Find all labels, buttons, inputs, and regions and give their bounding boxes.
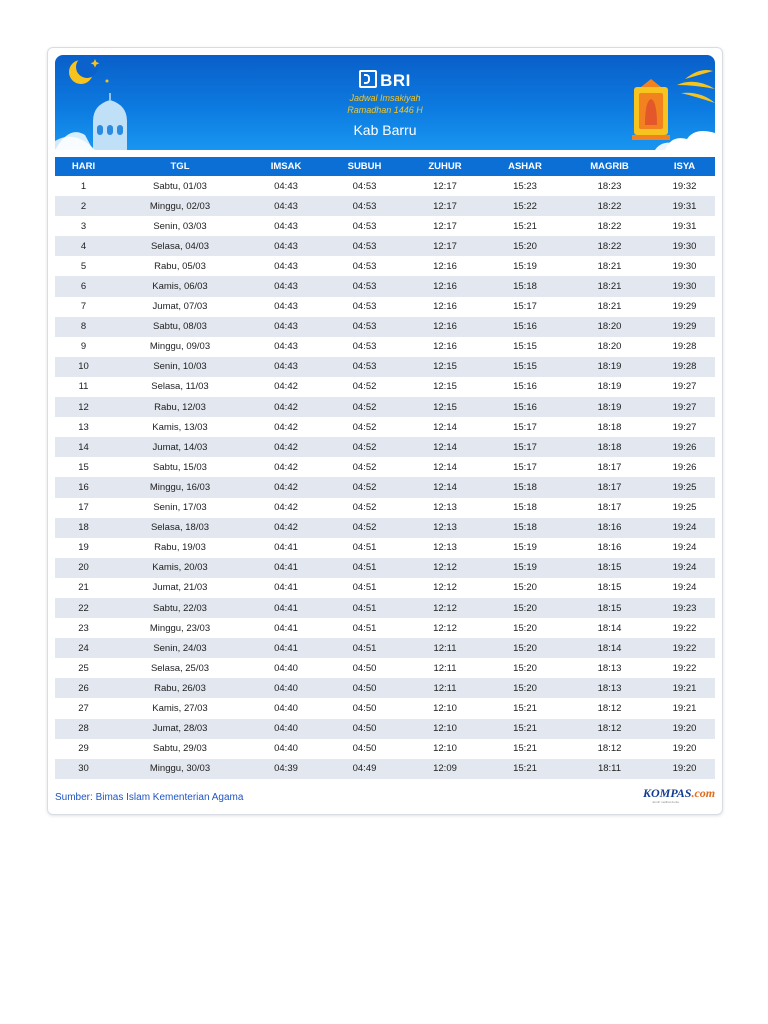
cell-isya: 19:21 bbox=[672, 682, 697, 694]
table-row bbox=[55, 216, 715, 236]
cell-zuhur: 12:10 bbox=[433, 702, 457, 714]
cell-hari: 5 bbox=[80, 260, 87, 272]
cell-zuhur: 12:15 bbox=[433, 381, 457, 393]
cell-isya: 19:29 bbox=[672, 301, 697, 313]
cell-hari: 13 bbox=[78, 421, 89, 433]
cell-hari: 11 bbox=[78, 381, 89, 393]
cell-zuhur: 12:11 bbox=[433, 682, 457, 694]
cell-imsak: 04:42 bbox=[274, 421, 298, 433]
cell-hari: 27 bbox=[78, 702, 89, 714]
cell-ashar: 15:17 bbox=[513, 421, 537, 433]
cell-ashar: 15:19 bbox=[513, 260, 537, 272]
cell-imsak: 04:41 bbox=[274, 622, 298, 634]
cell-magrib: 18:17 bbox=[597, 481, 622, 493]
cell-isya: 19:20 bbox=[672, 743, 697, 755]
cell-isya: 19:30 bbox=[672, 260, 697, 272]
header-tgl: TGL bbox=[112, 157, 248, 176]
table-row bbox=[55, 558, 715, 578]
cell-tgl: Minggu, 16/03 bbox=[149, 481, 211, 493]
region-title: Kab Barru bbox=[353, 122, 417, 138]
table-row bbox=[55, 638, 715, 658]
cell-isya: 19:30 bbox=[672, 240, 697, 252]
cell-subuh: 04:52 bbox=[352, 461, 377, 473]
cell-isya: 19:31 bbox=[672, 220, 697, 232]
brand-suffix: .com bbox=[691, 786, 716, 800]
cell-zuhur: 12:11 bbox=[433, 642, 457, 654]
header-zuhur: ZUHUR bbox=[405, 157, 485, 176]
cell-isya: 19:20 bbox=[672, 723, 697, 735]
cell-tgl: Selasa, 25/03 bbox=[150, 662, 210, 674]
prayer-schedule-table bbox=[55, 157, 715, 779]
cell-isya: 19:22 bbox=[672, 662, 697, 674]
cell-imsak: 04:40 bbox=[274, 702, 298, 714]
table-row bbox=[55, 176, 715, 196]
cell-isya: 19:22 bbox=[672, 642, 697, 654]
table-row bbox=[55, 377, 715, 397]
cell-ashar: 15:17 bbox=[513, 441, 537, 453]
cell-zuhur: 12:12 bbox=[433, 562, 457, 574]
cell-ashar: 15:20 bbox=[513, 642, 537, 654]
cell-hari: 8 bbox=[80, 321, 87, 333]
subtitle-line-1: Jadwal Imsakiyah bbox=[349, 93, 421, 103]
cell-imsak: 04:40 bbox=[274, 743, 298, 755]
cell-hari: 21 bbox=[78, 582, 89, 594]
table-row bbox=[55, 598, 715, 618]
cell-magrib: 18:13 bbox=[597, 682, 622, 694]
cell-isya: 19:32 bbox=[672, 180, 697, 192]
cell-ashar: 15:21 bbox=[513, 743, 537, 755]
cell-tgl: Rabu, 19/03 bbox=[154, 542, 206, 554]
cell-ashar: 15:18 bbox=[513, 522, 537, 534]
table-row bbox=[55, 719, 715, 739]
cell-zuhur: 12:14 bbox=[433, 441, 457, 453]
cell-zuhur: 12:11 bbox=[433, 662, 457, 674]
cell-ashar: 15:18 bbox=[513, 502, 537, 514]
cell-magrib: 18:22 bbox=[597, 220, 622, 232]
cell-magrib: 18:20 bbox=[597, 321, 622, 333]
cell-hari: 26 bbox=[78, 682, 89, 694]
cell-subuh: 04:53 bbox=[352, 240, 377, 252]
cell-magrib: 18:17 bbox=[597, 502, 622, 514]
cell-imsak: 04:43 bbox=[274, 341, 298, 353]
cell-hari: 29 bbox=[78, 743, 89, 755]
cell-ashar: 15:20 bbox=[513, 622, 537, 634]
cell-tgl: Kamis, 13/03 bbox=[152, 421, 208, 433]
cell-ashar: 15:18 bbox=[513, 281, 537, 293]
cell-zuhur: 12:17 bbox=[433, 220, 457, 232]
cell-hari: 30 bbox=[78, 763, 89, 775]
cell-zuhur: 12:17 bbox=[433, 240, 457, 252]
cell-tgl: Rabu, 12/03 bbox=[154, 401, 206, 413]
cell-isya: 19:26 bbox=[672, 441, 697, 453]
cell-ashar: 15:15 bbox=[513, 361, 537, 373]
table-row bbox=[55, 518, 715, 538]
header-subuh: SUBUH bbox=[324, 157, 405, 176]
cell-isya: 19:24 bbox=[672, 562, 697, 574]
cell-subuh: 04:53 bbox=[352, 220, 377, 232]
cell-magrib: 18:12 bbox=[597, 743, 622, 755]
cell-isya: 19:24 bbox=[672, 582, 697, 594]
cell-tgl: Jumat, 14/03 bbox=[152, 441, 208, 453]
cell-subuh: 04:52 bbox=[352, 381, 377, 393]
cell-magrib: 18:16 bbox=[597, 522, 622, 534]
cell-isya: 19:26 bbox=[672, 461, 697, 473]
cell-imsak: 04:42 bbox=[274, 441, 298, 453]
cell-zuhur: 12:16 bbox=[433, 281, 457, 293]
cell-ashar: 15:20 bbox=[513, 602, 537, 614]
cell-imsak: 04:43 bbox=[274, 301, 298, 313]
cell-tgl: Minggu, 30/03 bbox=[149, 763, 211, 775]
cell-zuhur: 12:15 bbox=[433, 401, 457, 413]
cell-tgl: Senin, 24/03 bbox=[153, 642, 207, 654]
cell-magrib: 18:21 bbox=[597, 260, 622, 272]
cell-hari: 1 bbox=[80, 180, 87, 192]
cell-subuh: 04:51 bbox=[352, 622, 377, 634]
cell-subuh: 04:52 bbox=[352, 522, 377, 534]
cell-magrib: 18:22 bbox=[597, 200, 622, 212]
table-row bbox=[55, 698, 715, 718]
cell-tgl: Rabu, 26/03 bbox=[154, 682, 206, 694]
cell-ashar: 15:21 bbox=[513, 763, 537, 775]
cell-hari: 17 bbox=[78, 502, 89, 514]
cell-subuh: 04:52 bbox=[352, 441, 377, 453]
cell-subuh: 04:52 bbox=[352, 421, 377, 433]
cell-magrib: 18:19 bbox=[597, 361, 622, 373]
cell-zuhur: 12:14 bbox=[433, 481, 457, 493]
table-row bbox=[55, 759, 715, 779]
cell-imsak: 04:43 bbox=[274, 180, 298, 192]
cell-tgl: Jumat, 28/03 bbox=[152, 723, 208, 735]
cell-imsak: 04:41 bbox=[274, 642, 298, 654]
cell-ashar: 15:15 bbox=[513, 341, 537, 353]
table-row bbox=[55, 658, 715, 678]
table-body bbox=[55, 176, 715, 779]
cell-isya: 19:22 bbox=[672, 622, 697, 634]
cell-imsak: 04:43 bbox=[274, 260, 298, 272]
cell-magrib: 18:23 bbox=[597, 180, 622, 192]
cell-ashar: 15:17 bbox=[513, 461, 537, 473]
table-row bbox=[55, 437, 715, 457]
cell-subuh: 04:51 bbox=[352, 602, 377, 614]
cell-tgl: Sabtu, 01/03 bbox=[153, 180, 207, 192]
cell-imsak: 04:41 bbox=[274, 542, 298, 554]
cell-ashar: 15:16 bbox=[513, 321, 537, 333]
cell-tgl: Selasa, 11/03 bbox=[151, 381, 209, 393]
table-row bbox=[55, 357, 715, 377]
cell-magrib: 18:15 bbox=[597, 582, 622, 594]
cell-zuhur: 12:09 bbox=[433, 763, 457, 775]
cell-isya: 19:27 bbox=[672, 401, 697, 413]
table-row bbox=[55, 578, 715, 598]
cell-isya: 19:30 bbox=[672, 281, 697, 293]
table-row bbox=[55, 417, 715, 437]
table-row bbox=[55, 337, 715, 357]
table-row bbox=[55, 618, 715, 638]
bri-logo bbox=[55, 70, 715, 91]
cell-isya: 19:21 bbox=[672, 702, 697, 714]
cell-imsak: 04:43 bbox=[274, 240, 298, 252]
cell-tgl: Kamis, 06/03 bbox=[152, 281, 208, 293]
cell-ashar: 15:20 bbox=[513, 662, 537, 674]
cell-imsak: 04:42 bbox=[274, 461, 298, 473]
cell-magrib: 18:14 bbox=[597, 622, 622, 634]
cell-subuh: 04:51 bbox=[352, 642, 377, 654]
cell-hari: 4 bbox=[80, 240, 87, 252]
cell-subuh: 04:51 bbox=[352, 582, 377, 594]
table-row bbox=[55, 457, 715, 477]
cell-subuh: 04:50 bbox=[352, 723, 377, 735]
cell-isya: 19:23 bbox=[672, 602, 697, 614]
cell-tgl: Minggu, 02/03 bbox=[149, 200, 211, 212]
cell-magrib: 18:20 bbox=[597, 341, 622, 353]
cell-tgl: Sabtu, 22/03 bbox=[153, 602, 207, 614]
cell-ashar: 15:23 bbox=[513, 180, 537, 192]
cell-subuh: 04:50 bbox=[352, 702, 377, 714]
cell-magrib: 18:15 bbox=[597, 602, 622, 614]
cell-ashar: 15:19 bbox=[513, 562, 537, 574]
cell-subuh: 04:53 bbox=[352, 260, 377, 272]
cell-subuh: 04:51 bbox=[352, 562, 377, 574]
cell-ashar: 15:19 bbox=[513, 542, 537, 554]
cell-isya: 19:31 bbox=[672, 200, 697, 212]
cell-isya: 19:25 bbox=[672, 481, 697, 493]
cell-imsak: 04:43 bbox=[274, 361, 298, 373]
cell-imsak: 04:42 bbox=[274, 522, 298, 534]
cell-hari: 3 bbox=[80, 220, 87, 232]
cell-ashar: 15:16 bbox=[513, 381, 537, 393]
cell-tgl: Jumat, 21/03 bbox=[152, 582, 208, 594]
cell-ashar: 15:18 bbox=[513, 481, 537, 493]
cell-magrib: 18:18 bbox=[597, 441, 622, 453]
cell-hari: 14 bbox=[78, 441, 89, 453]
cell-tgl: Senin, 17/03 bbox=[153, 502, 207, 514]
cell-subuh: 04:53 bbox=[352, 281, 377, 293]
cell-magrib: 18:12 bbox=[597, 702, 622, 714]
cell-ashar: 15:16 bbox=[513, 401, 537, 413]
cell-hari: 24 bbox=[78, 642, 89, 654]
cell-isya: 19:27 bbox=[672, 421, 697, 433]
header-imsak: IMSAK bbox=[248, 157, 324, 176]
cell-subuh: 04:52 bbox=[352, 502, 377, 514]
cell-tgl: Selasa, 18/03 bbox=[150, 522, 210, 534]
header-ashar: ASHAR bbox=[485, 157, 565, 176]
cell-imsak: 04:43 bbox=[274, 200, 298, 212]
table-row bbox=[55, 498, 715, 518]
cell-zuhur: 12:17 bbox=[433, 180, 457, 192]
cell-hari: 28 bbox=[78, 723, 89, 735]
cell-subuh: 04:53 bbox=[352, 180, 377, 192]
cell-tgl: Kamis, 20/03 bbox=[152, 562, 208, 574]
cell-tgl: Rabu, 05/03 bbox=[154, 260, 206, 272]
cell-subuh: 04:52 bbox=[352, 481, 377, 493]
cell-zuhur: 12:16 bbox=[433, 321, 457, 333]
cell-subuh: 04:53 bbox=[352, 200, 377, 212]
cell-magrib: 18:13 bbox=[597, 662, 622, 674]
cell-subuh: 04:50 bbox=[352, 662, 377, 674]
cell-imsak: 04:40 bbox=[274, 682, 298, 694]
cell-hari: 7 bbox=[80, 301, 87, 313]
cell-subuh: 04:50 bbox=[352, 682, 377, 694]
table-row bbox=[55, 196, 715, 216]
cell-hari: 6 bbox=[80, 281, 87, 293]
cell-zuhur: 12:16 bbox=[433, 301, 457, 313]
cell-isya: 19:24 bbox=[672, 542, 697, 554]
cell-ashar: 15:20 bbox=[513, 582, 537, 594]
cell-hari: 25 bbox=[78, 662, 89, 674]
header-isya: ISYA bbox=[654, 157, 715, 176]
kompas-logo bbox=[643, 786, 715, 801]
cell-zuhur: 12:15 bbox=[433, 361, 457, 373]
cell-hari: 12 bbox=[78, 401, 89, 413]
cell-zuhur: 12:17 bbox=[433, 200, 457, 212]
cell-subuh: 04:53 bbox=[352, 361, 377, 373]
cell-isya: 19:29 bbox=[672, 321, 697, 333]
cell-magrib: 18:16 bbox=[597, 542, 622, 554]
cell-imsak: 04:40 bbox=[274, 662, 298, 674]
cell-magrib: 18:19 bbox=[597, 381, 622, 393]
cell-tgl: Kamis, 27/03 bbox=[152, 702, 208, 714]
cell-hari: 22 bbox=[78, 602, 89, 614]
cell-tgl: Jumat, 07/03 bbox=[152, 301, 208, 313]
cell-imsak: 04:42 bbox=[274, 502, 298, 514]
bri-logo-icon bbox=[359, 70, 377, 88]
cell-magrib: 18:17 bbox=[597, 461, 622, 473]
cell-ashar: 15:21 bbox=[513, 220, 537, 232]
cell-hari: 19 bbox=[78, 542, 89, 554]
cell-tgl: Minggu, 09/03 bbox=[149, 341, 211, 353]
cell-isya: 19:24 bbox=[672, 522, 697, 534]
cell-magrib: 18:21 bbox=[597, 281, 622, 293]
cell-imsak: 04:40 bbox=[274, 723, 298, 735]
cell-zuhur: 12:10 bbox=[433, 723, 457, 735]
brand-name: KOMPAS bbox=[643, 786, 692, 800]
cell-magrib: 18:19 bbox=[597, 401, 622, 413]
cell-ashar: 15:20 bbox=[513, 682, 537, 694]
cell-ashar: 15:21 bbox=[513, 702, 537, 714]
table-row bbox=[55, 678, 715, 698]
cell-imsak: 04:41 bbox=[274, 582, 298, 594]
cell-hari: 10 bbox=[78, 361, 89, 373]
cell-zuhur: 12:12 bbox=[433, 622, 457, 634]
cell-hari: 15 bbox=[78, 461, 89, 473]
cell-ashar: 15:20 bbox=[513, 240, 537, 252]
cell-subuh: 04:53 bbox=[352, 341, 377, 353]
cell-isya: 19:20 bbox=[672, 763, 697, 775]
cell-imsak: 04:43 bbox=[274, 220, 298, 232]
cell-imsak: 04:43 bbox=[274, 281, 298, 293]
cell-zuhur: 12:13 bbox=[433, 542, 457, 554]
cell-imsak: 04:42 bbox=[274, 381, 298, 393]
header-hari: HARI bbox=[55, 157, 112, 176]
cell-imsak: 04:42 bbox=[274, 481, 298, 493]
cell-tgl: Sabtu, 29/03 bbox=[153, 743, 207, 755]
cell-imsak: 04:39 bbox=[274, 763, 298, 775]
cell-hari: 23 bbox=[78, 622, 89, 634]
header-banner bbox=[55, 55, 715, 150]
cell-tgl: Senin, 03/03 bbox=[153, 220, 207, 232]
table-row bbox=[55, 397, 715, 417]
cell-tgl: Minggu, 23/03 bbox=[149, 622, 211, 634]
table-row bbox=[55, 236, 715, 256]
table-row bbox=[55, 477, 715, 497]
cell-imsak: 04:43 bbox=[274, 321, 298, 333]
cell-zuhur: 12:12 bbox=[433, 582, 457, 594]
cell-imsak: 04:41 bbox=[274, 562, 298, 574]
cell-tgl: Senin, 10/03 bbox=[153, 361, 207, 373]
logo-text: BRI bbox=[380, 71, 411, 90]
cell-isya: 19:28 bbox=[672, 361, 697, 373]
table-row bbox=[55, 739, 715, 759]
cell-isya: 19:25 bbox=[672, 502, 697, 514]
cell-magrib: 18:15 bbox=[597, 562, 622, 574]
brand-tagline: Jernih melihat dunia bbox=[652, 800, 679, 804]
cell-subuh: 04:51 bbox=[352, 542, 377, 554]
cell-zuhur: 12:10 bbox=[433, 743, 457, 755]
cell-ashar: 15:21 bbox=[513, 723, 537, 735]
table-row bbox=[55, 297, 715, 317]
cell-magrib: 18:11 bbox=[597, 763, 622, 775]
cell-tgl: Selasa, 04/03 bbox=[150, 240, 210, 252]
cell-zuhur: 12:14 bbox=[433, 461, 457, 473]
table-row bbox=[55, 317, 715, 337]
cell-magrib: 18:22 bbox=[597, 240, 622, 252]
header-magrib: MAGRIB bbox=[565, 157, 654, 176]
cell-isya: 19:27 bbox=[672, 381, 697, 393]
cell-zuhur: 12:14 bbox=[433, 421, 457, 433]
cell-magrib: 18:14 bbox=[597, 642, 622, 654]
cell-subuh: 04:49 bbox=[352, 763, 377, 775]
cell-zuhur: 12:16 bbox=[433, 341, 457, 353]
cell-zuhur: 12:13 bbox=[433, 522, 457, 534]
cell-subuh: 04:53 bbox=[352, 301, 377, 313]
cell-tgl: Sabtu, 15/03 bbox=[153, 461, 207, 473]
cell-ashar: 15:17 bbox=[513, 301, 537, 313]
cell-magrib: 18:21 bbox=[597, 301, 622, 313]
cell-magrib: 18:18 bbox=[597, 421, 622, 433]
table-row bbox=[55, 538, 715, 558]
cell-magrib: 18:12 bbox=[597, 723, 622, 735]
cell-subuh: 04:50 bbox=[352, 743, 377, 755]
cell-zuhur: 12:12 bbox=[433, 602, 457, 614]
table-row bbox=[55, 276, 715, 296]
table-header-row bbox=[55, 157, 715, 176]
subtitle-line-2: Ramadhan 1446 H bbox=[347, 105, 423, 115]
cell-hari: 20 bbox=[78, 562, 89, 574]
cell-subuh: 04:53 bbox=[352, 321, 377, 333]
cell-imsak: 04:42 bbox=[274, 401, 298, 413]
cell-zuhur: 12:13 bbox=[433, 502, 457, 514]
cell-isya: 19:28 bbox=[672, 341, 697, 353]
cell-hari: 9 bbox=[80, 341, 87, 353]
cell-imsak: 04:41 bbox=[274, 602, 298, 614]
cell-tgl: Sabtu, 08/03 bbox=[153, 321, 207, 333]
cell-subuh: 04:52 bbox=[352, 401, 377, 413]
cell-hari: 18 bbox=[78, 522, 89, 534]
cell-ashar: 15:22 bbox=[513, 200, 537, 212]
source-note: Sumber: Bimas Islam Kementerian Agama bbox=[55, 792, 244, 803]
cell-zuhur: 12:16 bbox=[433, 260, 457, 272]
cell-hari: 2 bbox=[80, 200, 87, 212]
table-row bbox=[55, 256, 715, 276]
cell-hari: 16 bbox=[78, 481, 89, 493]
